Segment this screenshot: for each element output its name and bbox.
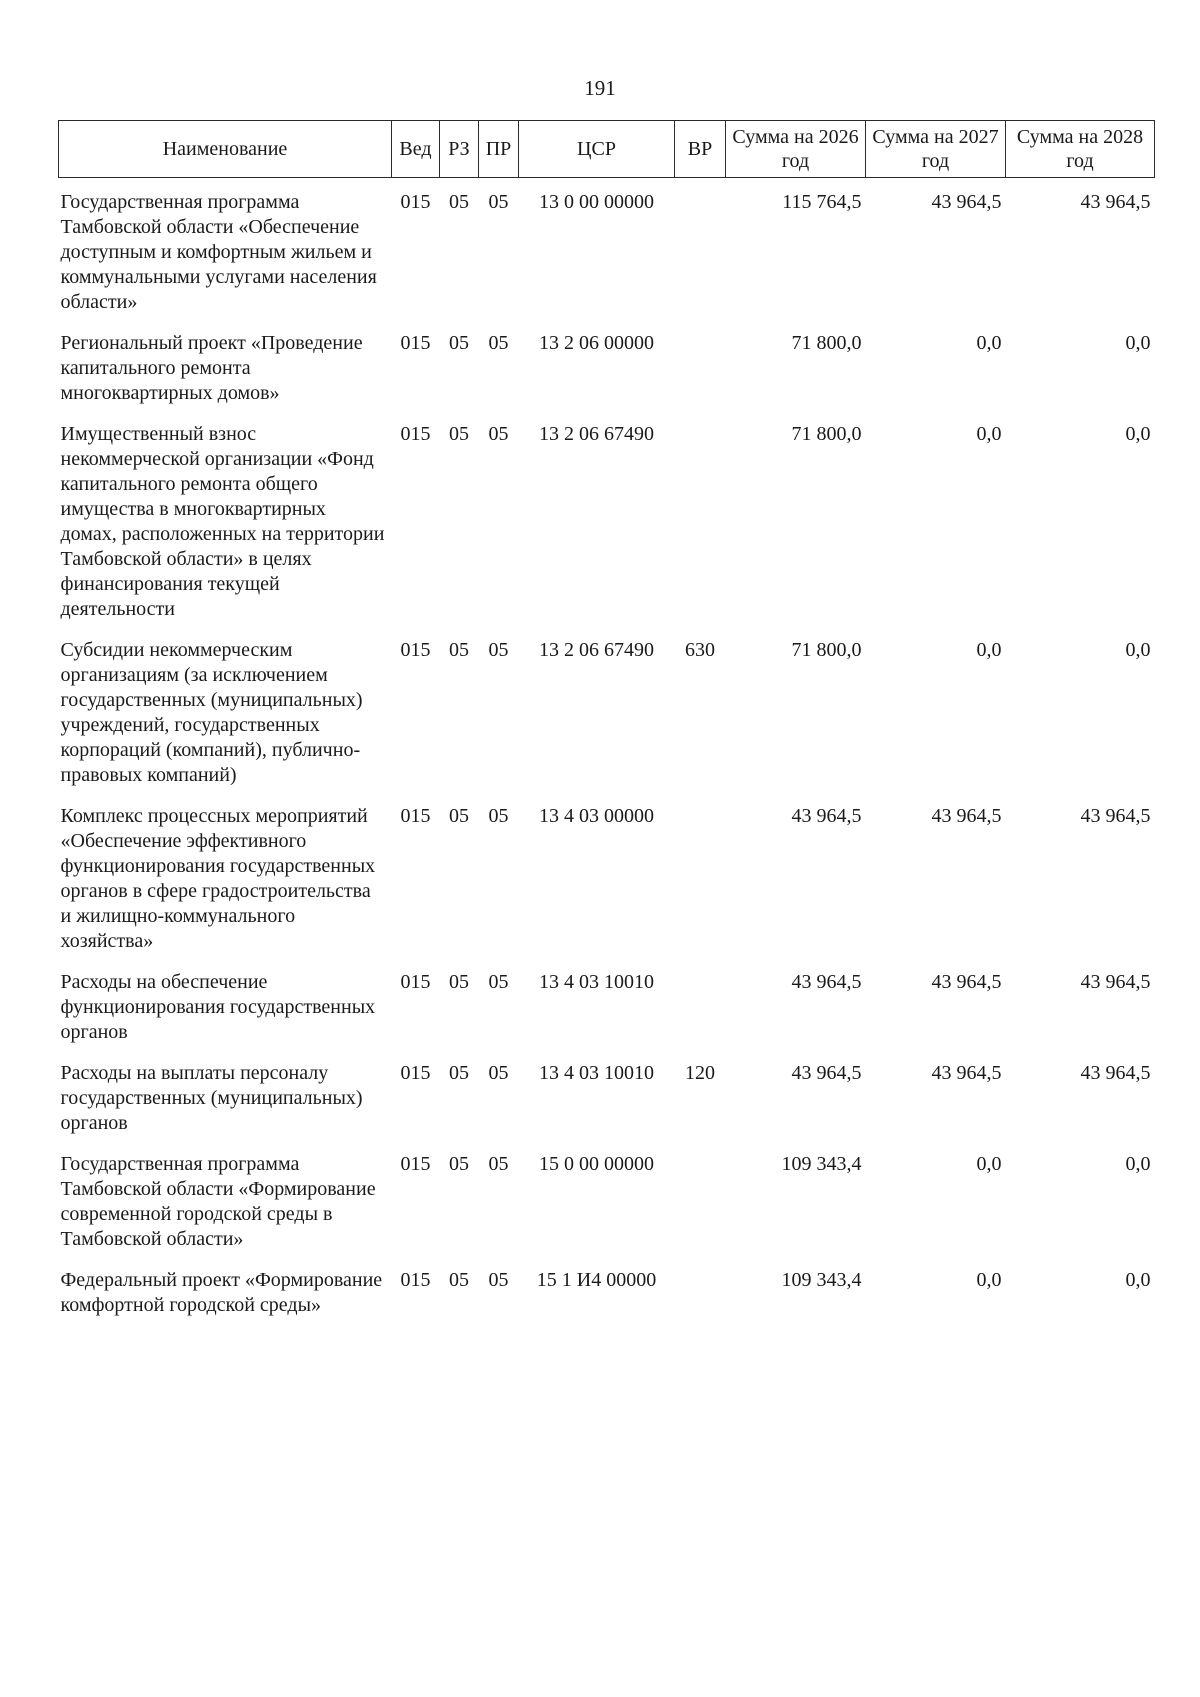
table-row [59, 792, 1155, 958]
cell-csr: 15 0 00 00000 [539, 1153, 654, 1175]
cell-sum-2027: 0,0 [976, 639, 1002, 661]
table-row [59, 1256, 1155, 1322]
cell-ved: 015 [400, 805, 431, 827]
cell-vr [675, 319, 726, 410]
header-sum-2027: Сумма на 2027 год [866, 121, 1006, 178]
cell-csr: 13 2 06 67490 [539, 639, 654, 661]
cell-csr: 13 2 06 00000 [539, 332, 654, 354]
cell-csr: 13 4 03 10010 [539, 971, 654, 993]
cell-ved: 015 [400, 191, 431, 213]
cell-sum-2026: 115 764,5 [782, 191, 862, 213]
cell-pr: 05 [488, 639, 509, 661]
table-row [59, 958, 1155, 1049]
cell-rz: 05 [449, 805, 469, 827]
cell-sum-2028: 0,0 [1125, 639, 1151, 661]
cell-csr: 13 2 06 67490 [539, 423, 654, 445]
cell-vr [675, 410, 726, 626]
cell-sum-2028: 0,0 [1125, 332, 1151, 354]
cell-vr: 630 [685, 639, 715, 661]
cell-csr: 13 4 03 10010 [539, 1062, 654, 1084]
cell-csr: 15 1 И4 00000 [536, 1269, 657, 1291]
cell-sum-2026: 71 800,0 [791, 423, 862, 445]
cell-sum-2027: 43 964,5 [931, 805, 1002, 827]
cell-name: Региональный проект «Проведение капитального ремонта многоквартирных домов» [60, 332, 363, 404]
cell-sum-2026: 109 343,4 [781, 1153, 862, 1175]
cell-ved: 015 [400, 1062, 431, 1084]
table-row [59, 319, 1155, 410]
header-csr: ЦСР [519, 121, 675, 178]
cell-sum-2028: 43 964,5 [1080, 1062, 1151, 1084]
cell-vr [675, 792, 726, 958]
table-row [59, 626, 1155, 792]
cell-sum-2026: 71 800,0 [791, 639, 862, 661]
cell-ved: 015 [400, 423, 431, 445]
cell-sum-2028: 43 964,5 [1080, 191, 1151, 213]
table-header [59, 121, 1155, 178]
cell-pr: 05 [488, 332, 509, 354]
cell-sum-2027: 0,0 [976, 423, 1002, 445]
cell-sum-2026: 71 800,0 [791, 332, 862, 354]
cell-csr: 13 4 03 00000 [539, 805, 654, 827]
cell-sum-2026: 43 964,5 [791, 971, 862, 993]
header-vr: ВР [675, 121, 726, 178]
header-name: Наименование [59, 121, 392, 178]
cell-sum-2027: 43 964,5 [931, 1062, 1002, 1084]
cell-vr [675, 958, 726, 1049]
cell-rz: 05 [449, 639, 469, 661]
cell-rz: 05 [449, 423, 469, 445]
cell-sum-2027: 0,0 [976, 1153, 1002, 1175]
cell-sum-2027: 43 964,5 [931, 971, 1002, 993]
cell-sum-2028: 0,0 [1125, 1269, 1151, 1291]
page-number: 191 [584, 76, 616, 100]
table-row [59, 1049, 1155, 1140]
cell-name: Расходы на выплаты персоналу государственных (муниципальных) органов [60, 1062, 363, 1134]
cell-vr [675, 178, 726, 320]
header-row [59, 121, 1155, 178]
cell-rz: 05 [449, 1062, 469, 1084]
header-sum-2028: Сумма на 2028 год [1006, 121, 1155, 178]
table-row [59, 410, 1155, 626]
cell-rz: 05 [449, 191, 469, 213]
cell-pr: 05 [488, 805, 509, 827]
cell-sum-2028: 43 964,5 [1080, 805, 1151, 827]
cell-sum-2028: 43 964,5 [1080, 971, 1151, 993]
header-sum-2026: Сумма на 2026 год [726, 121, 866, 178]
cell-sum-2028: 0,0 [1125, 1153, 1151, 1175]
cell-ved: 015 [400, 332, 431, 354]
cell-name: Федеральный проект «Формирование комфортной городской среды» [60, 1269, 383, 1316]
cell-sum-2026: 109 343,4 [781, 1269, 862, 1291]
cell-ved: 015 [400, 639, 431, 661]
cell-name: Расходы на обеспечение функционирования государственных органов [60, 971, 376, 1043]
cell-vr: 120 [685, 1062, 715, 1084]
cell-sum-2026: 43 964,5 [791, 1062, 862, 1084]
cell-sum-2027: 0,0 [976, 332, 1002, 354]
cell-name: Субсидии некоммерческим организациям (за исключением государственных (муниципальных) учреждений, государственных корпораций (компаний), публично-правовых компаний) [60, 639, 363, 786]
cell-rz: 05 [449, 971, 469, 993]
cell-vr [675, 1140, 726, 1256]
cell-ved: 015 [400, 971, 431, 993]
cell-pr: 05 [488, 971, 509, 993]
cell-name: Комплекс процессных мероприятий «Обеспечение эффективного функционирования государственных органов в сфере градостроительства и жилищно-коммунального хозяйства» [60, 805, 376, 952]
cell-rz: 05 [449, 1269, 469, 1291]
cell-name: Государственная программа Тамбовской области «Обеспечение доступным и комфортным жильем и коммунальными услугами населения области» [60, 191, 377, 313]
cell-ved: 015 [400, 1269, 431, 1291]
cell-pr: 05 [488, 1269, 509, 1291]
cell-pr: 05 [488, 191, 509, 213]
table-row [59, 178, 1155, 320]
cell-pr: 05 [488, 1153, 509, 1175]
cell-rz: 05 [449, 1153, 469, 1175]
cell-rz: 05 [449, 332, 469, 354]
cell-ved: 015 [400, 1153, 431, 1175]
cell-sum-2028: 0,0 [1125, 423, 1151, 445]
cell-sum-2027: 0,0 [976, 1269, 1002, 1291]
cell-sum-2026: 43 964,5 [791, 805, 862, 827]
cell-name: Имущественный взнос некоммерческой организации «Фонд капитального ремонта общего имущества в многоквартирных домах, расположенных на территории Тамбовской области» в целях финансирования текущей деятельности [60, 423, 385, 620]
header-rz: РЗ [440, 121, 479, 178]
header-pr: ПР [479, 121, 519, 178]
table-body [59, 178, 1155, 1323]
budget-table [58, 120, 1155, 1322]
header-ved: Вед [392, 121, 440, 178]
cell-vr [675, 1256, 726, 1322]
cell-csr: 13 0 00 00000 [539, 191, 654, 213]
cell-name: Государственная программа Тамбовской области «Формирование современной городской среды в Тамбовской области» [60, 1153, 376, 1250]
table-row [59, 1140, 1155, 1256]
cell-sum-2027: 43 964,5 [931, 191, 1002, 213]
cell-pr: 05 [488, 1062, 509, 1084]
cell-pr: 05 [488, 423, 509, 445]
